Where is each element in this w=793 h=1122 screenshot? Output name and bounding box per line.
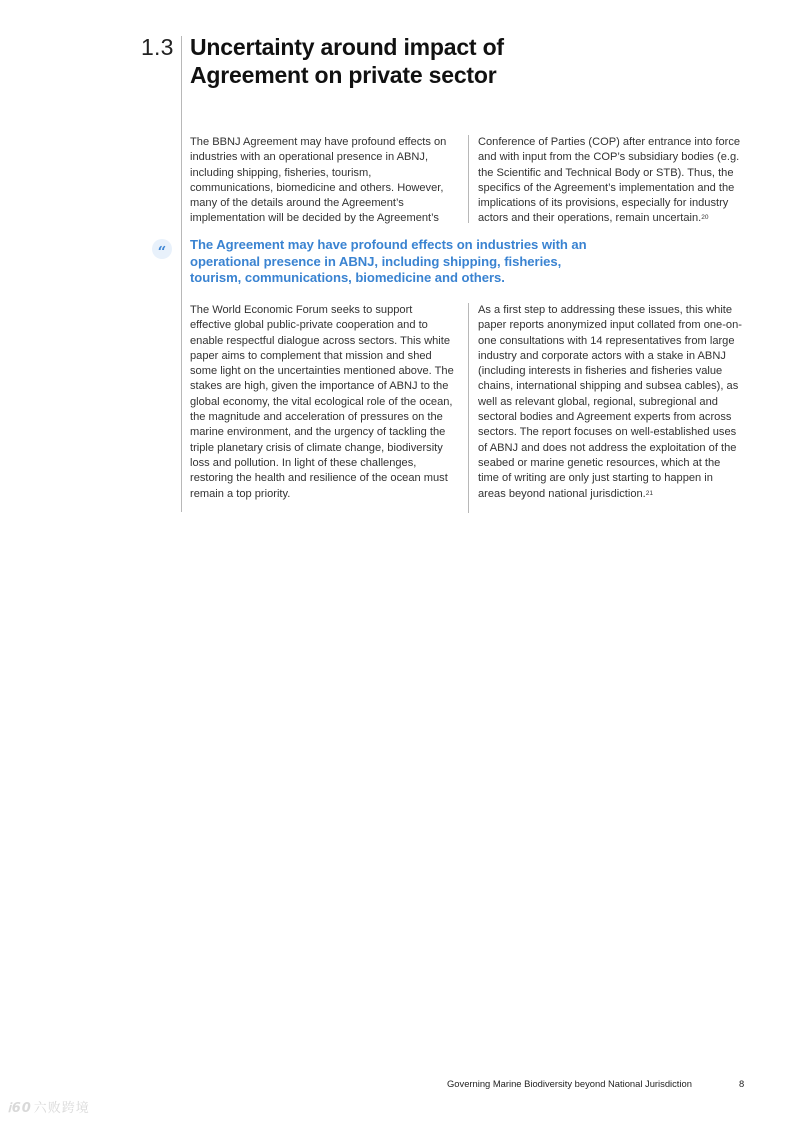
title-divider [181, 36, 182, 512]
body-right-column [478, 303, 742, 502]
body-right-body: As a first step to addressing these issues, this white paper reports anonymized input collated from one-on-one consultations with 14 representatives from large industry and corporate actors with a stake in ABNJ (including interests in fisheries and fisheries value chains, international shipping and subsea cables), as well as relevant global, regional, subregional and sectoral bodies and Agreement experts from across sectors. The report focuses on well-established uses of ABNJ and does not address the exploitation of the seabed or marine genetic resources, which at the time of writing are only just starting to happen in areas beyond national jurisdiction. [478, 304, 742, 500]
watermark-text: 六败跨境 [33, 1101, 90, 1116]
intro-right-body: Conference of Parties (COP) after entrance into force and with input from the COP’s subsidiary bodies (e.g. the Scientific and Technical Body or STB). Thus, the specifics of the Agreement’s implementation and the implications of its provisions, especially for industry actors and their operations, remain uncertain. [478, 136, 741, 225]
section-title: Uncertainty around impact of Agreement on private sector [190, 34, 504, 88]
footer-title: Governing Marine Biodiversity beyond National Jurisdiction [447, 1078, 692, 1089]
column-divider [468, 303, 469, 513]
intro-left-column [190, 135, 456, 227]
footnote-ref-21[interactable]: 21 [645, 489, 653, 497]
quote-icon: “ [152, 239, 172, 259]
body-right-text [478, 303, 742, 502]
watermark-logo-icon: Ꭵ60 [8, 1101, 32, 1116]
body-left-text: The World Economic Forum seeks to support effective global public-private cooperation and to enable respectful dialogue across sectors. This white paper aims to complement that mission and shed some light on the uncertainties mentioned above. The stakes are high, given the importance of ABNJ to the global economy, the vital ecological role of the ocean, the magnitude and acceleration of pressures on the marine environment, and the urgency of tackling the triple planetary crisis of climate change, biodiversity loss and pollution. In light of these challenges, restoring the health and resilience of the ocean must remain a top priority. [190, 304, 454, 500]
pull-quote: The Agreement may have profound effects on industries with an operational presence in ABNJ, including shipping, fisheries, tourism, communications, biomedicine and others. [190, 237, 587, 286]
footnote-ref-20[interactable]: 20 [701, 214, 709, 222]
intro-right-text [478, 135, 748, 227]
watermark [8, 1097, 90, 1116]
section-number: 1.3 [141, 34, 174, 60]
body-left-column [190, 303, 456, 502]
intro-right-column [478, 135, 748, 227]
intro-left-text: The BBNJ Agreement may have profound effects on industries with an operational presence in ABNJ, including shipping, fisheries, tourism, communications, biomedicine and others. However, many of the details around the Agreement’s implementation will be decided by the Agreement’s [190, 136, 447, 225]
column-divider [468, 135, 469, 223]
page-number: 8 [739, 1078, 745, 1089]
